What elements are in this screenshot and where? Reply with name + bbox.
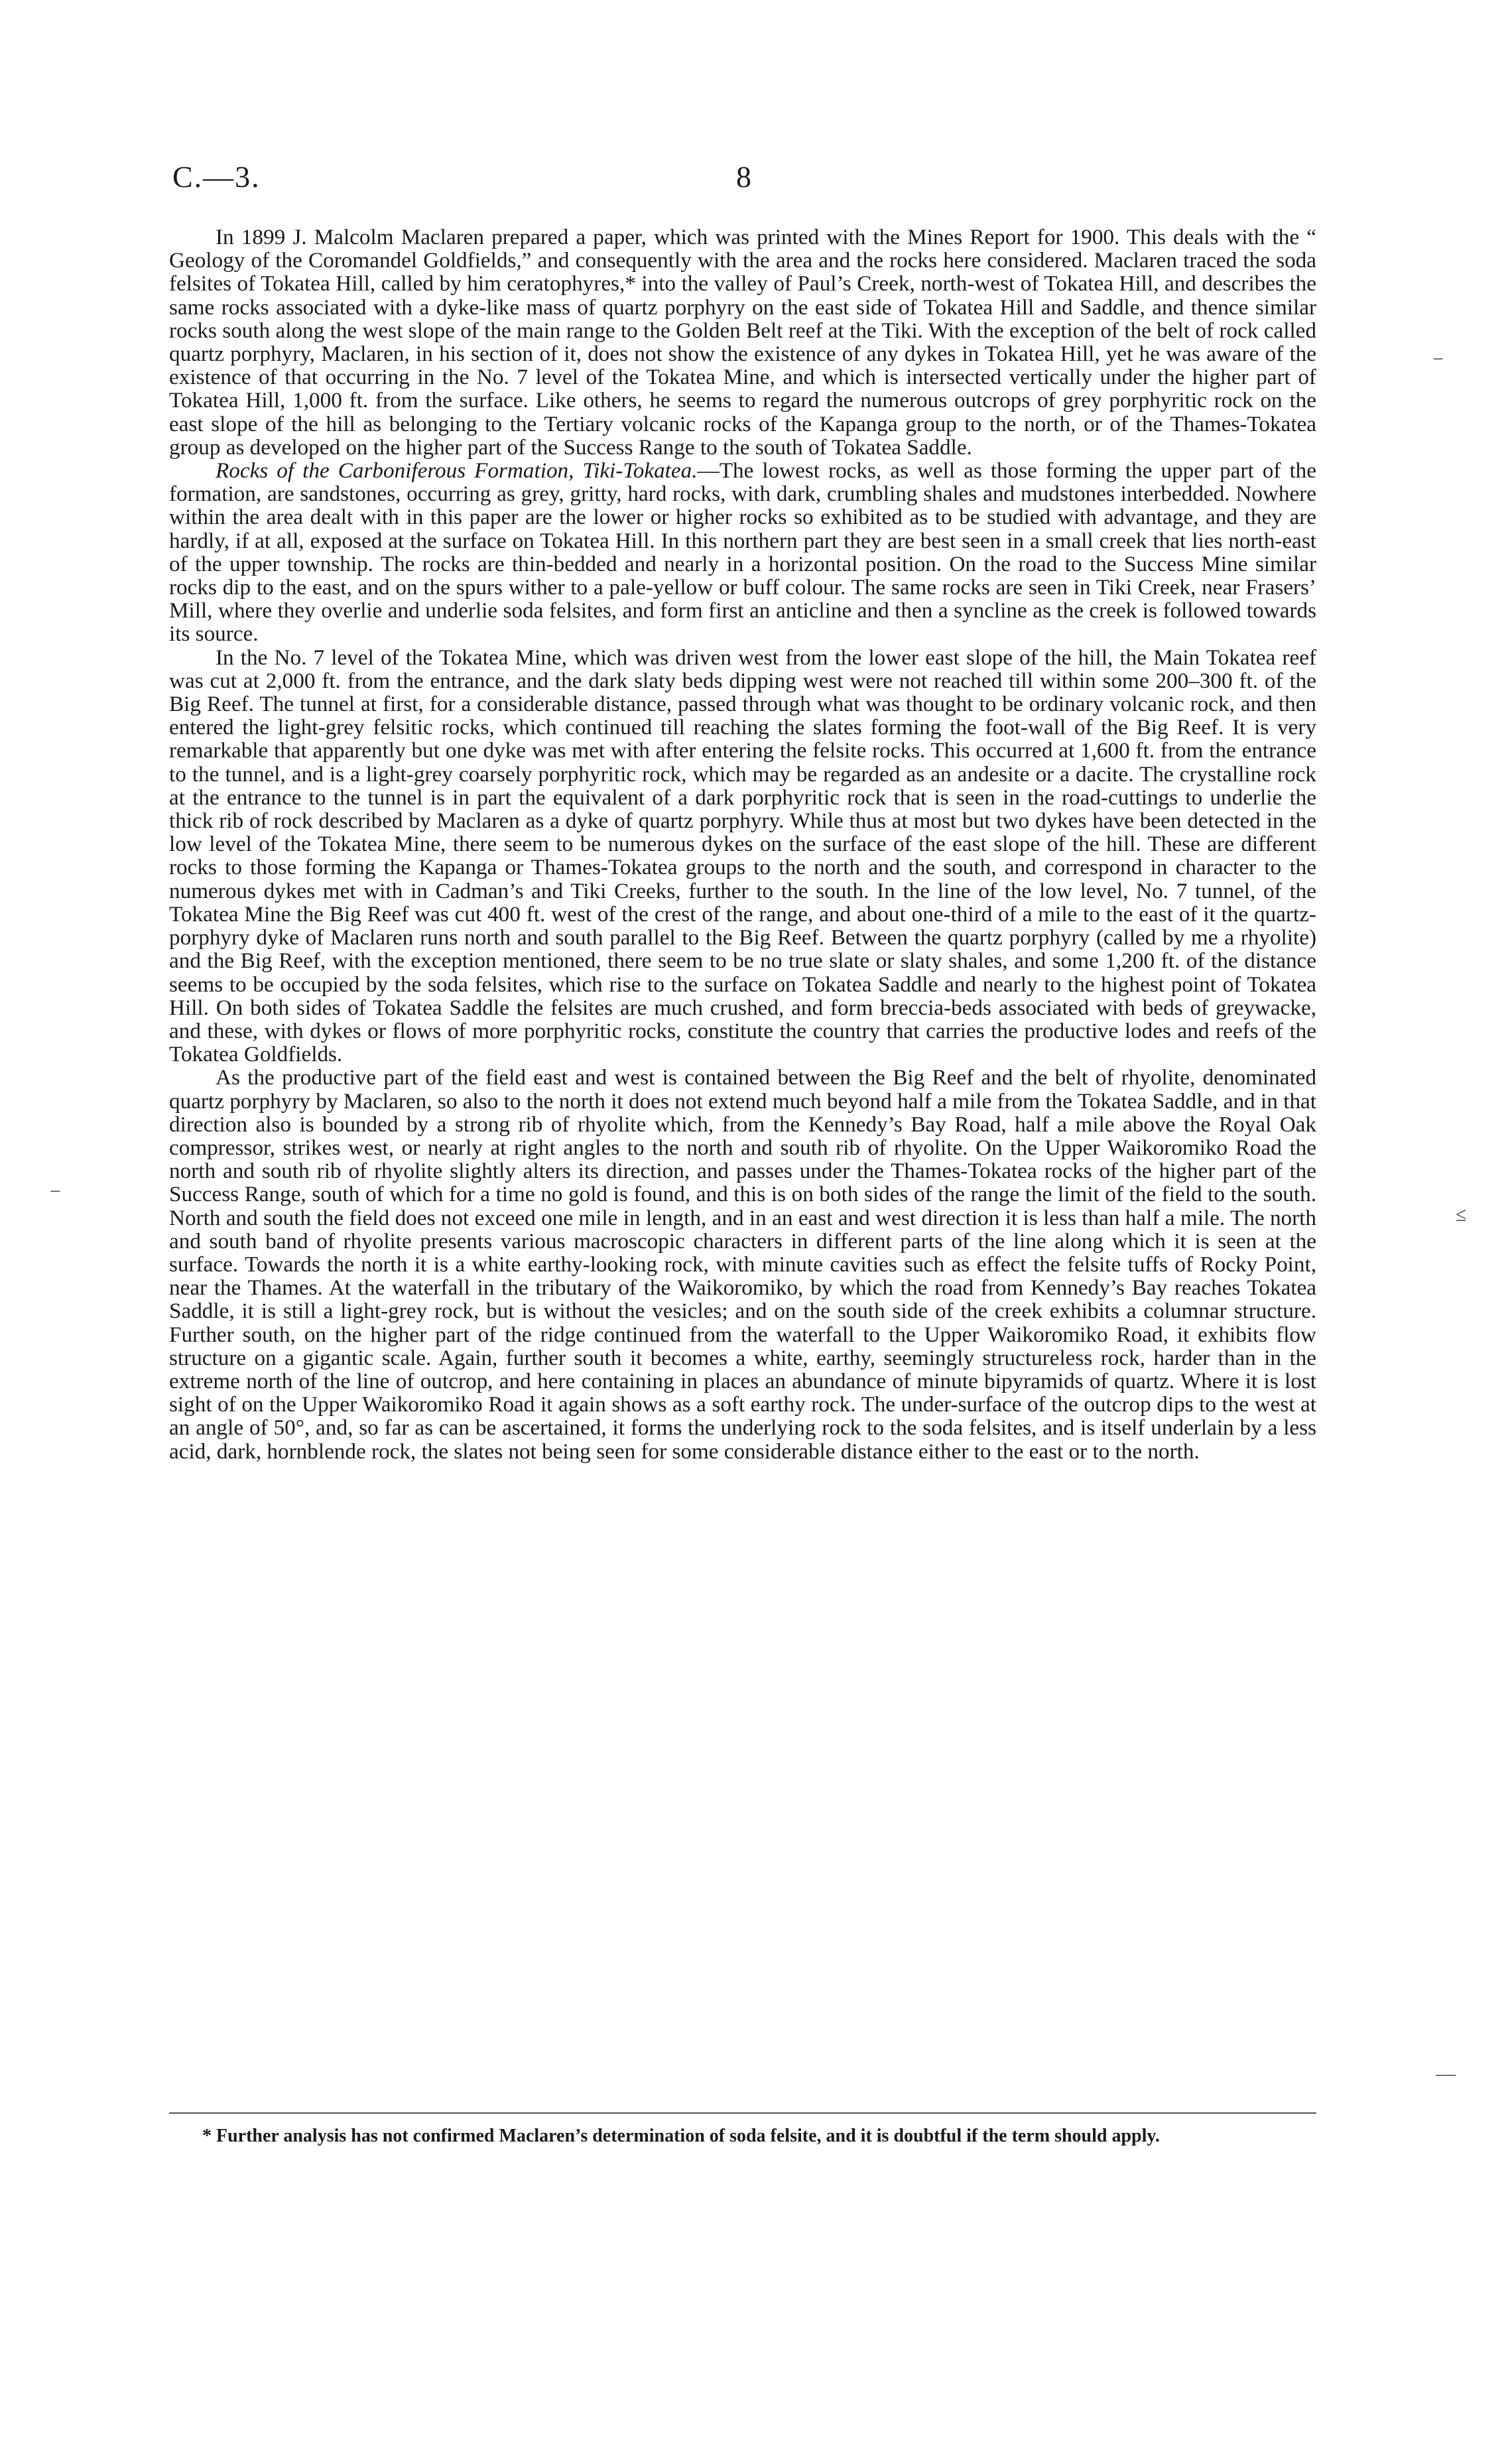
paragraph bbox=[169, 459, 1316, 646]
margin-mark: − bbox=[1432, 348, 1444, 370]
paragraph bbox=[169, 646, 1316, 1066]
paragraph bbox=[169, 1066, 1316, 1462]
section-heading: Rocks of the Carboniferous Formation, Tiki-Tokatea. bbox=[216, 458, 698, 483]
paragraph bbox=[169, 225, 1316, 459]
margin-mark: ≤ bbox=[1456, 1204, 1467, 1226]
page-header bbox=[172, 159, 1379, 212]
body-text bbox=[169, 225, 1316, 1463]
margin-mark: − bbox=[50, 1181, 61, 1202]
margin-mark: — bbox=[1436, 2063, 1456, 2085]
paragraph-text: —The lowest rocks, as well as those forming the upper part of the formation, are sandstones, occurring as grey, gritty, hard rocks, with dark, crumbling shales and mudstones interbedded. Nowhere within the area dealt with in this paper are the lower or higher rocks so exhibited as to be studied with advantage, and they are hardly, if at all, exposed at the surface on Tokatea Hill. In this northern part they are best seen in a small creek that lies north-east of the upper township. The rocks are thin-bedded and nearly in a horizontal position. On the road to the Success Mine similar rocks dip to the east, and on the spurs wither to a pale-yellow or buff colour. The same rocks are seen in Tiki Creek, near Frasers’ Mill, where they overlie and underlie soda felsites, and form first an anticline and then a syncline as the creek is followed towards its source. bbox=[169, 458, 1316, 647]
paragraph-text: As the productive part of the field east and west is contained between the Big Reef and the belt of rhyolite, denominated quartz porphyry by Maclaren, so also to the north it does not extend much beyond half a mile from the Tokatea Saddle, and in that direction also is bounded by a strong rib of rhyolite which, from the Kennedy’s Bay Road, half a mile above the Royal Oak compressor, strikes west, or nearly at right angles to the north and south rib of rhyolite. On the Upper Waikoromiko Road the north and south rib of rhyolite slightly alters its direction, and passes under the Thames-Tokatea rocks of the higher part of the Success Range, south of which for a time no gold is found, and this is on both sides of the range the limit of the field to the south. North and south the field does not exceed one mile in length, and in an east and west direction it is less than half a mile. The north and south band of rhyolite presents various macroscopic characters in different parts of the line along which it is seen at the surface. Towards the north it is a white earthy-looking rock, with minute cavities such as effect the felsite tuffs of Rocky Point, near the Thames. At the waterfall in the tributary of the Waikoromiko, by which the road from Kennedy’s Bay reaches Tokatea Saddle, it is still a light-grey rock, but is without the vesicles; and on the south side of the creek exhibits a columnar structure. Further south, on the higher part of the ridge continued from the waterfall to the Upper Waikoromiko Road, it exhibits flow structure on a gigantic scale. Again, further south it becomes a white, earthy, seemingly structureless rock, harder than in the extreme north of the line of outcrop, and here containing in places an abundance of minute bipyramids of quartz. Where it is lost sight of on the Upper Waikoromiko Road it again shows as a soft earthy rock. The under-surface of the outcrop dips to the west at an angle of 50°, and, so far as can be ascertained, it forms the underlying rock to the soda felsites, and is itself underlain by a less acid, dark, hornblende rock, the slates not being seen for some considerable distance either to the east or to the north. bbox=[169, 1065, 1316, 1464]
paragraph-text: In 1899 J. Malcolm Maclaren prepared a paper, which was printed with the Mines Report for 1900. This deals with the “ Geology of the Coromandel Goldfields,” and consequently with the area and the rocks here considered. Maclaren traced the soda felsites of Tokatea Hill, called by him ceratophyres,* into the valley of Paul’s Creek, north-west of Tokatea Hill, and describes the same rocks associated with a dyke-like mass of quartz porphyry on the east side of Tokatea Hill and Saddle, and thence similar rocks south along the west slope of the main range to the Golden Belt reef at the Tiki. With the exception of the belt of rock called quartz porphyry, Maclaren, in his section of it, does not show the existence of any dykes in Tokatea Hill, yet he was aware of the existence of that occurring in the No. 7 level of the Tokatea Mine, and which is intersected vertically under the higher part of Tokatea Hill, 1,000 ft. from the surface. Like others, he seems to regard the numerous outcrops of grey porphyritic rock on the east slope of the hill as belonging to the Tertiary volcanic rocks of the Kapanga group to the north, or of the Thames-Tokatea group as developed on the higher part of the Success Range to the south of Tokatea Saddle. bbox=[169, 225, 1316, 460]
page-number: 8 bbox=[736, 160, 751, 194]
footnote: * Further analysis has not confirmed Maclaren’s determination of soda felsite, and it is doubtful if the term should apply. bbox=[202, 2126, 1160, 2146]
document-reference: C.—3. bbox=[172, 160, 261, 194]
footnote-divider bbox=[169, 2112, 1316, 2114]
paragraph-text: In the No. 7 level of the Tokatea Mine, which was driven west from the lower east slope of the hill, the Main Tokatea reef was cut at 2,000 ft. from the entrance, and the dark slaty beds dipping west were not reached till within some 200–300 ft. of the Big Reef. The tunnel at first, for a considerable distance, passed through what was thought to be ordinary volcanic rock, and then entered the light-grey felsitic rocks, which continued till reaching the slates forming the foot-wall of the Big Reef. It is very remarkable that apparently but one dyke was met with after entering the felsite rocks. This occurred at 1,600 ft. from the entrance to the tunnel, and is a light-grey coarsely porphyritic rock, which may be regarded as an andesite or a dacite. The crystalline rock at the entrance to the tunnel is in part the equivalent of a dark porphyritic rock that is seen in the road-cuttings to underlie the thick rib of rock described by Maclaren as a dyke of quartz porphyry. While thus at most but two dykes have been detected in the low level of the Tokatea Mine, there seem to be numerous dykes on the surface of the east slope of the hill. These are different rocks to those forming the Kapanga or Thames-Tokatea groups to the north and the south, and correspond in character to the numerous dykes met with in Cadman’s and Tiki Creeks, further to the south. In the line of the low level, No. 7 tunnel, of the Tokatea Mine the Big Reef was cut 400 ft. west of the crest of the range, and about one-third of a mile to the east of it the quartz-porphyry dyke of Maclaren runs north and south parallel to the Big Reef. Between the quartz porphyry (called by me a rhyolite) and the Big Reef, with the exception mentioned, there seem to be no true slate or slaty shales, and some 1,200 ft. of the distance seems to be occupied by the soda felsites, which rise to the surface on Tokatea Saddle and nearly to the highest point of Tokatea Hill. On both sides of Tokatea Saddle the felsites are much crushed, and form breccia-beds associated with beds of greywacke, and these, with dykes or flows of more porphyritic rocks, constitute the country that carries the productive lodes and reefs of the Tokatea Goldfields. bbox=[169, 645, 1316, 1067]
